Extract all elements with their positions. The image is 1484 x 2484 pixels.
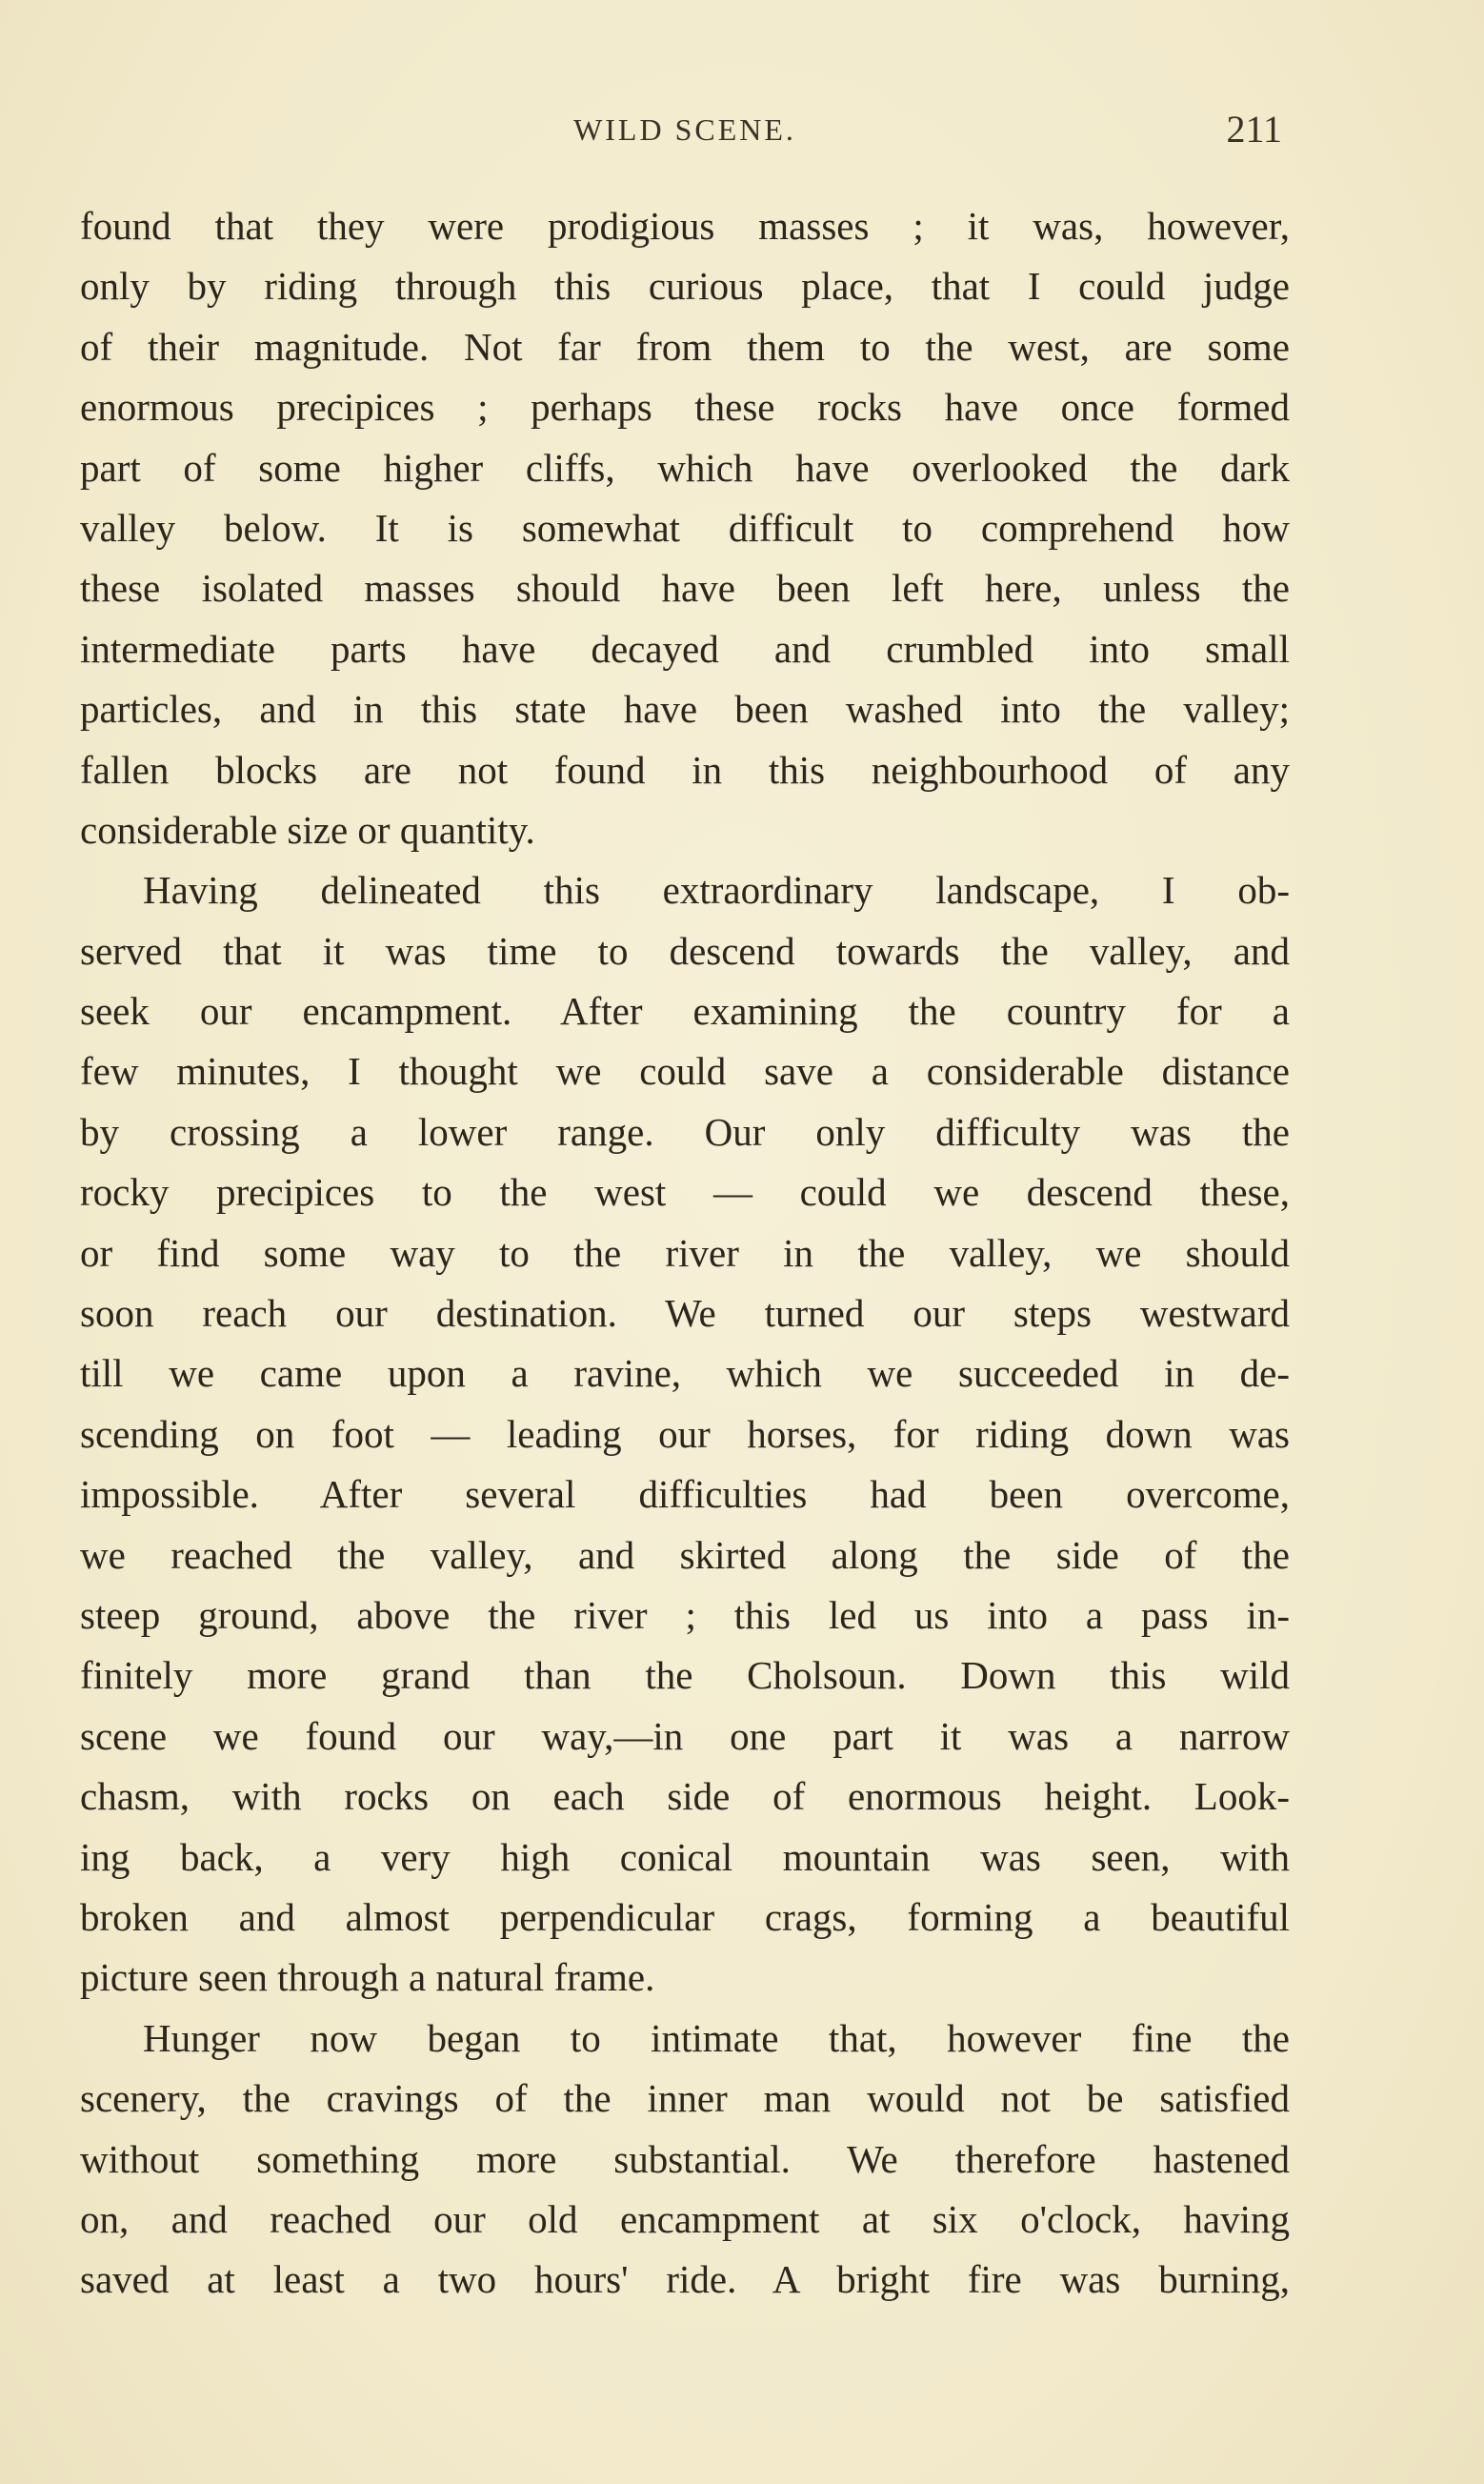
text-line: without something more substantial. We therefore hastened	[80, 2136, 1290, 2181]
page-header	[80, 103, 1290, 160]
text-line: steep ground, above the river ; this led us into a pass in-	[80, 1592, 1290, 1637]
text-line: broken and almost perpendicular crags, forming a beautiful	[80, 1894, 1290, 1939]
paragraph	[80, 196, 1290, 860]
text-line: saved at least a two hours' ride. A bright fire was burning,	[80, 2257, 1290, 2302]
text-line: picture seen through a natural frame.	[80, 1955, 655, 2000]
text-line: seek our encampment. After examining the country for a	[80, 989, 1290, 1034]
text-line: Having delineated this extraordinary landscape, I ob-	[143, 868, 1290, 913]
running-head: WILD SCENE.	[573, 112, 796, 147]
text-line: of their magnitude. Not far from them to the west, are some	[80, 324, 1290, 369]
text-line: fallen blocks are not found in this neighbourhood of any	[80, 747, 1290, 792]
text-line: valley below. It is somewhat difficult to comprehend how	[80, 505, 1290, 550]
text-line: ing back, a very high conical mountain was seen, with	[80, 1834, 1290, 1879]
text-line: by crossing a lower range. Our only difficulty was the	[80, 1109, 1290, 1154]
text-line: till we came upon a ravine, which we succeeded in de-	[80, 1351, 1290, 1396]
text-line: found that they were prodigious masses ; it was, however,	[80, 204, 1290, 248]
text-line: scending on foot — leading our horses, for riding down was	[80, 1411, 1290, 1456]
text-line: intermediate parts have decayed and crumbled into small	[80, 626, 1290, 671]
text-line: only by riding through this curious place, that I could judge	[80, 264, 1290, 309]
text-line: on, and reached our old encampment at six o'clock, having	[80, 2196, 1290, 2241]
page-number: 211	[1226, 108, 1282, 151]
text-line: particles, and in this state have been washed into the valley;	[80, 687, 1290, 732]
text-line: considerable size or quantity.	[80, 807, 535, 852]
text-line: scene we found our way,—in one part it was a narrow	[80, 1713, 1290, 1758]
text-line: rocky precipices to the west — could we descend these,	[80, 1170, 1290, 1215]
paragraph	[80, 2009, 1290, 2311]
text-line: or find some way to the river in the valley, we should	[80, 1230, 1290, 1275]
text-line: soon reach our destination. We turned our steps westward	[80, 1291, 1290, 1336]
text-line: finitely more grand than the Cholsoun. Down this wild	[80, 1653, 1290, 1698]
text-line: part of some higher cliffs, which have overlooked the dark	[80, 445, 1290, 490]
text-line: impossible. After several difficulties had been overcome,	[80, 1472, 1290, 1517]
text-line: Hunger now began to intimate that, however fine the	[143, 2015, 1290, 2060]
body-text	[80, 196, 1290, 2311]
text-line: we reached the valley, and skirted along the side of the	[80, 1532, 1290, 1577]
paragraph	[80, 860, 1290, 2008]
text-line: enormous precipices ; perhaps these rocks have once formed	[80, 385, 1290, 430]
text-line: scenery, the cravings of the inner man would not be satisfied	[80, 2076, 1290, 2121]
text-line: served that it was time to descend towards the valley, and	[80, 928, 1290, 973]
text-line: chasm, with rocks on each side of enormous height. Look-	[80, 1774, 1290, 1819]
text-line: few minutes, I thought we could save a considerable distance	[80, 1049, 1290, 1094]
text-line: these isolated masses should have been left here, unless the	[80, 566, 1290, 611]
